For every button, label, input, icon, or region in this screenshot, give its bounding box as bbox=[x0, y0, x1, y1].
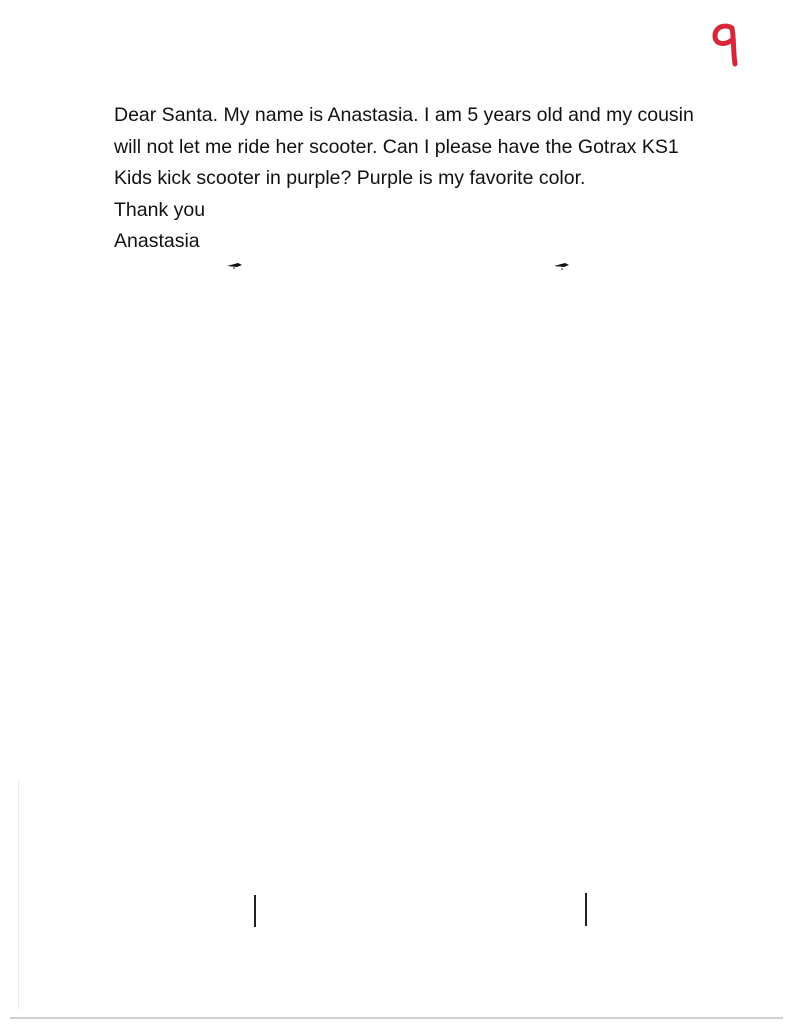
scan-mark bbox=[254, 895, 256, 927]
letter-closing: Thank you bbox=[114, 198, 206, 221]
letter-signature: Anastasia bbox=[114, 230, 200, 252]
ink-mark bbox=[226, 260, 244, 270]
scan-mark bbox=[585, 893, 587, 926]
page-edge bbox=[18, 780, 19, 1010]
page-number-glyph bbox=[706, 18, 746, 74]
letter-paragraph: Dear Santa. My name is Anastasia. I am 5 years old and my cousin will not let me ride her scooter. Can I please have the Gotrax KS1 Kids kick scooter in purple? Purple is my favorite color. bbox=[114, 104, 694, 189]
letter-body bbox=[114, 100, 714, 258]
page-edge bbox=[10, 1017, 783, 1019]
ink-mark bbox=[553, 261, 571, 271]
handwritten-page-number bbox=[706, 18, 746, 74]
